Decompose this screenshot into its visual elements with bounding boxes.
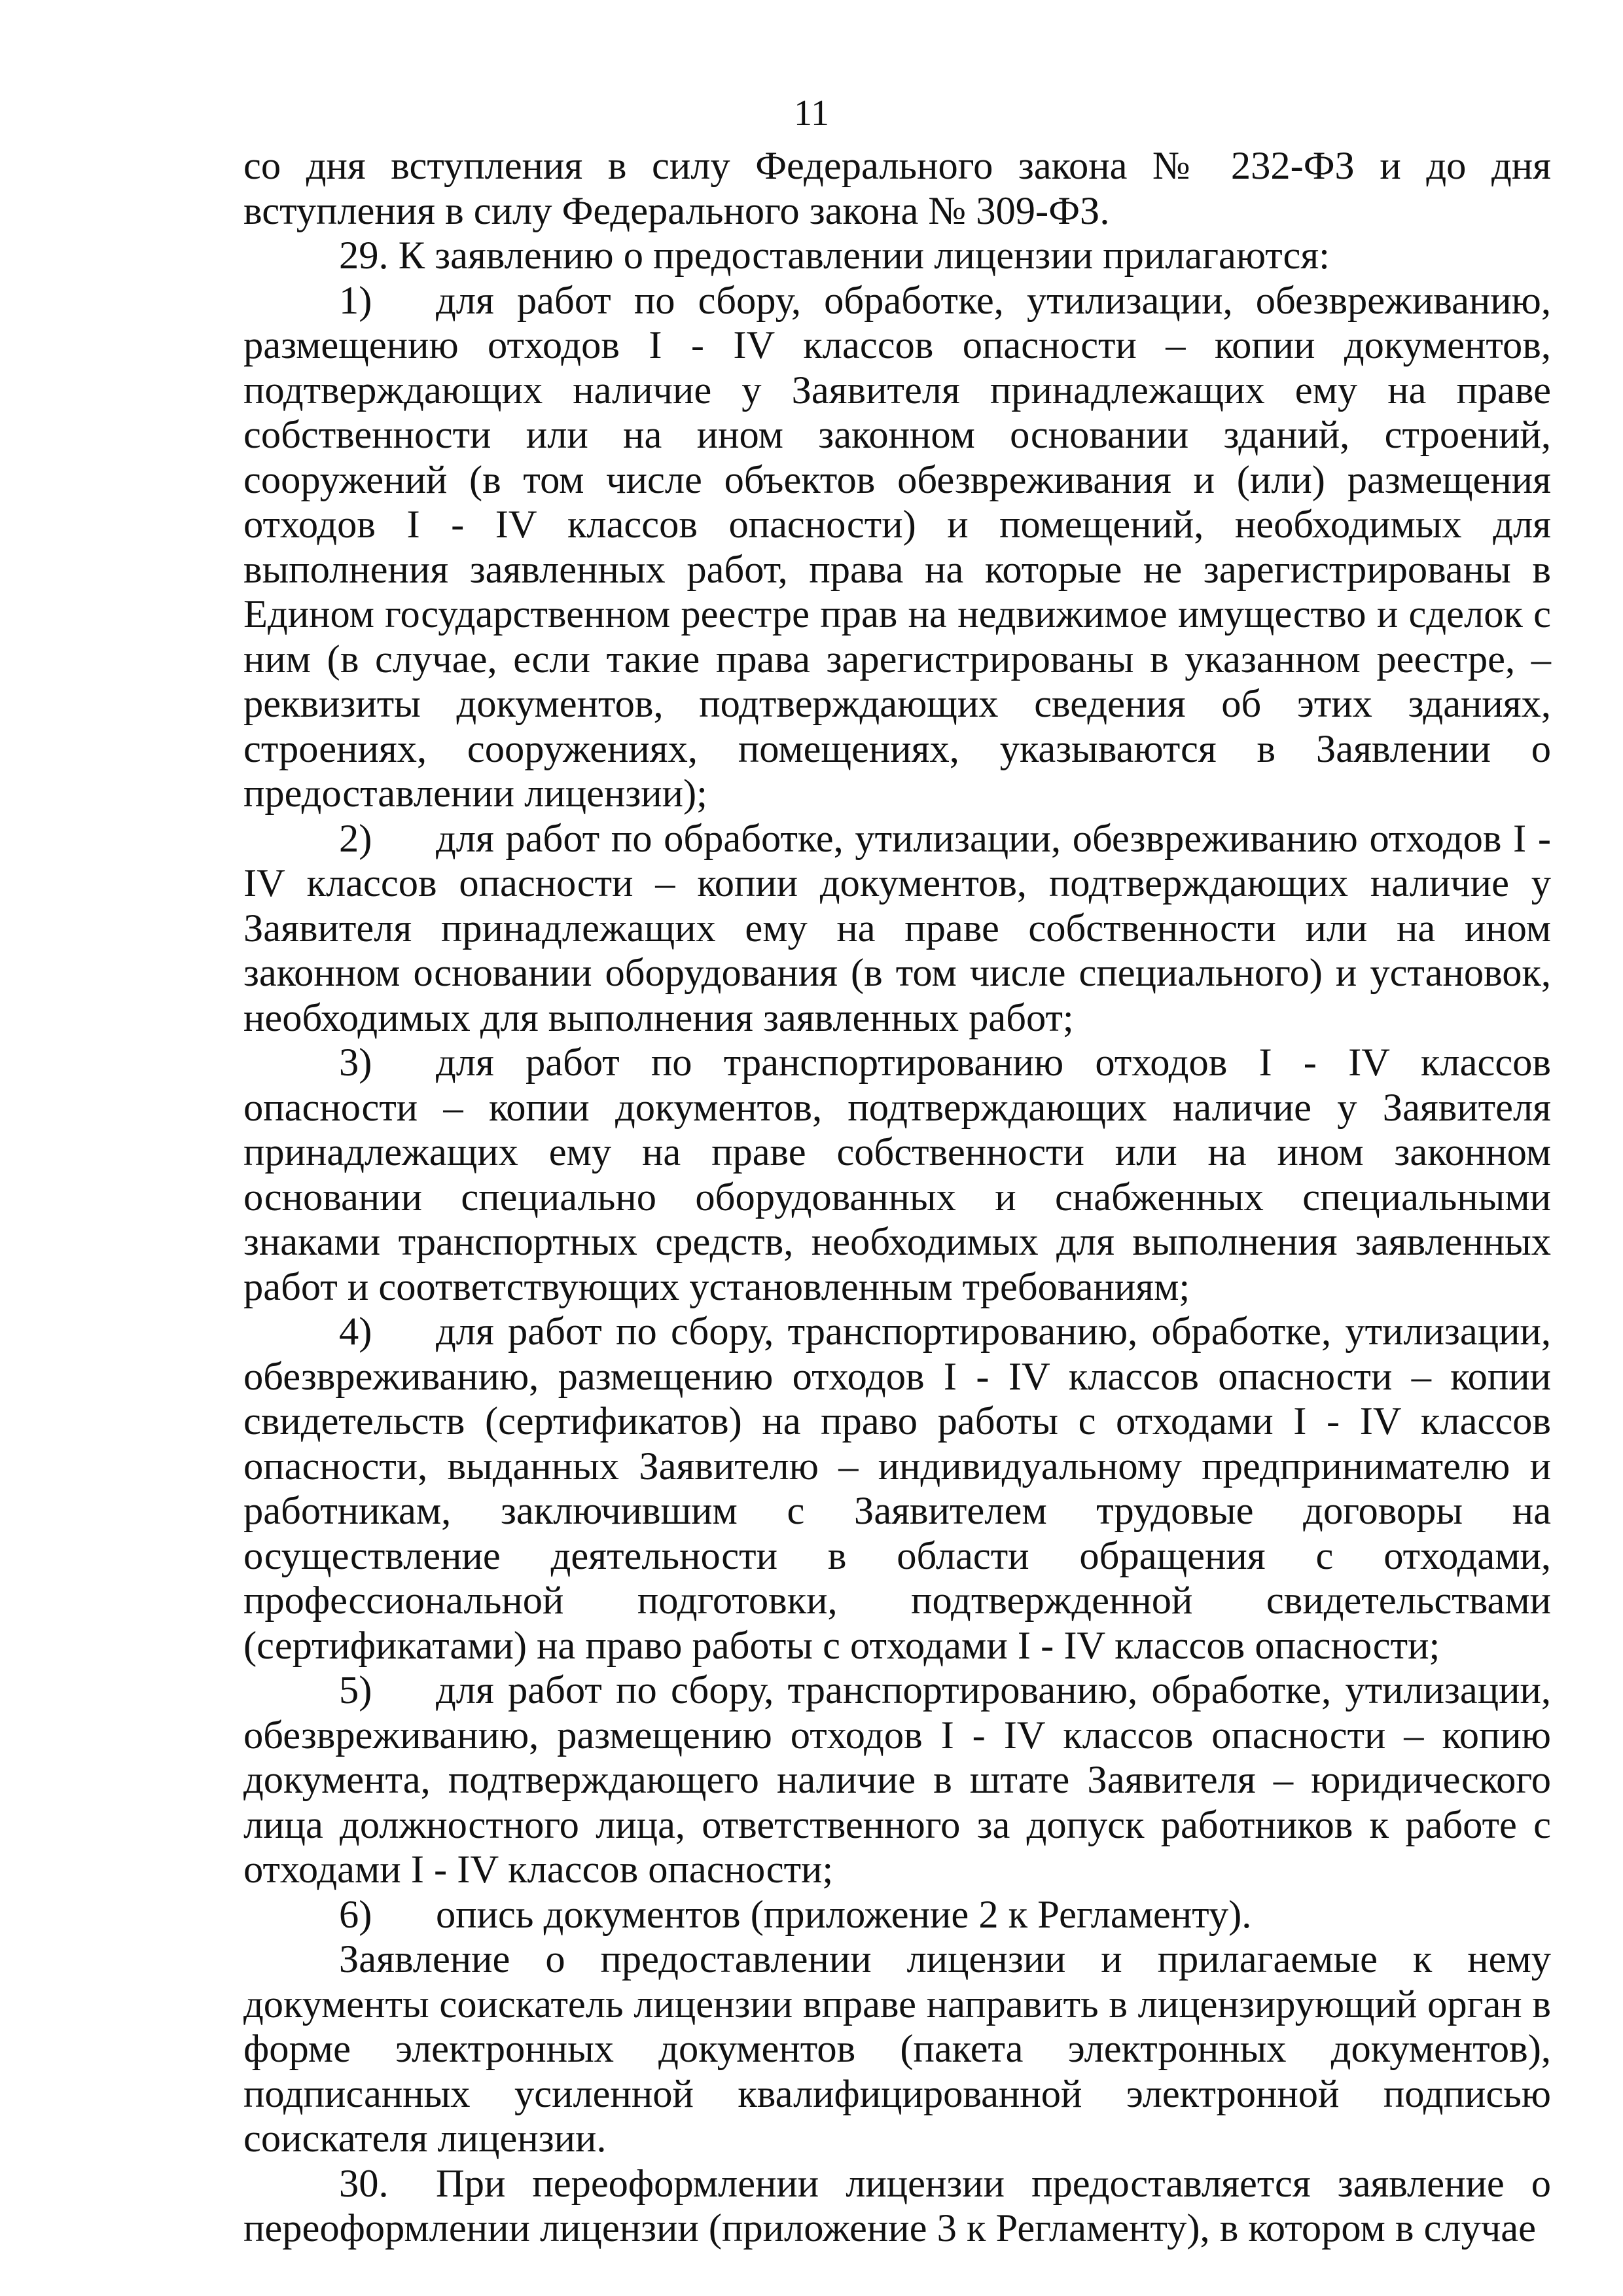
- list-item-text: для работ по сбору, обработке, утилизации, обезвреживанию, размещению отходов I - IV классов опасности – копии документов, подтверждающих наличие у Заявителя принадлежащих ему на праве собственности или на ином законном основании зданий, строений, сооружений (в том числе объектов обезвреживания и (или) размещения отходов I - IV классов опасности) и помещений, необходимых для выполнения заявленных работ, права на которые не зарегистрированы в Едином государственном реестре прав на недвижимое имущество и сделок с ним (в случае, если такие права зарегистрированы в указанном реестре, – реквизиты документов, подтверждающих сведения об этих зданиях, строениях, сооружениях, помещениях, указываются в Заявлении о предоставлении лицензии);: [243, 278, 1551, 816]
- list-item-number: 6): [339, 1892, 372, 1937]
- paragraph-30: [243, 2162, 1551, 2251]
- list-item-text: для работ по сбору, транспортированию, обработке, утилизации, обезвреживанию, размещению отходов I - IV классов опасности – копию документа, подтверждающего наличие в штате Заявителя – юридического лица должностного лица, ответственного за допуск работников к работе с отходами I - IV классов опасности;: [243, 1668, 1551, 1892]
- list-item-text: для работ по сбору, транспортированию, обработке, утилизации, обезвреживанию, размещению отходов I - IV классов опасности – копии свидетельств (сертификатов) на право работы с отходами I - IV классов опасности, выданных Заявителю – индивидуальному предпринимателю и работникам, заключившим с Заявителем трудовые договоры на осуществление деятельности в области обращения с отходами, профессиональной подготовки, подтвержденной свидетельствами (сертификатами) на право работы с отходами I - IV классов опасности;: [243, 1310, 1551, 1668]
- list-item: [243, 279, 1551, 817]
- list-item: [243, 1310, 1551, 1668]
- list-item: [243, 1041, 1551, 1310]
- paragraph-number: 30.: [339, 2161, 389, 2206]
- list-item: [243, 817, 1551, 1041]
- list-item-number: 4): [339, 1310, 372, 1354]
- paragraph-electronic-submission: Заявление о предоставлении лицензии и прилагаемые к нему документы соискатель лицензии вправе направить в лицензирующий орган в форме электронных документов (пакета электронных документов), подписанных усиленной квалифицированной электронной подписью соискателя лицензии.: [243, 1937, 1551, 2161]
- list-item-number: 1): [339, 278, 372, 323]
- paragraph-continuation: со дня вступления в силу Федерального закона № 232-ФЗ и до дня вступления в силу Федерального закона № 309-ФЗ.: [243, 144, 1551, 233]
- list-item-number: 5): [339, 1668, 372, 1712]
- list-item-text: для работ по обработке, утилизации, обезвреживанию отходов I - IV классов опасности – копии документов, подтверждающих наличие у Заявителя принадлежащих ему на праве собственности или на ином законном основании оборудования (в том числе специального) и установок, необходимых для выполнения заявленных работ;: [243, 816, 1551, 1040]
- list-item: [243, 1668, 1551, 1893]
- paragraph-29-heading: 29. К заявлению о предоставлении лицензии прилагаются:: [339, 234, 1330, 278]
- page-number: 11: [794, 93, 829, 134]
- list-item-text: для работ по транспортированию отходов I - IV классов опасности – копии документов, подтверждающих наличие у Заявителя принадлежащих ему на праве собственности или на ином законном основании специально оборудованных и снабженных специальными знаками транспортных средств, необходимых для выполнения заявленных работ и соответствующих установленным требованиям;: [243, 1041, 1551, 1309]
- paragraph-text: При переоформлении лицензии предоставляется заявление о переоформлении лицензии (приложение 3 к Регламенту), в котором в случае: [243, 2161, 1551, 2250]
- list-item-text: опись документов (приложение 2 к Регламенту).: [436, 1892, 1252, 1937]
- list-item-number: 2): [339, 816, 372, 861]
- list-item: [243, 1893, 1551, 1938]
- document-body: [243, 144, 1551, 2251]
- list-item-number: 3): [339, 1041, 372, 1085]
